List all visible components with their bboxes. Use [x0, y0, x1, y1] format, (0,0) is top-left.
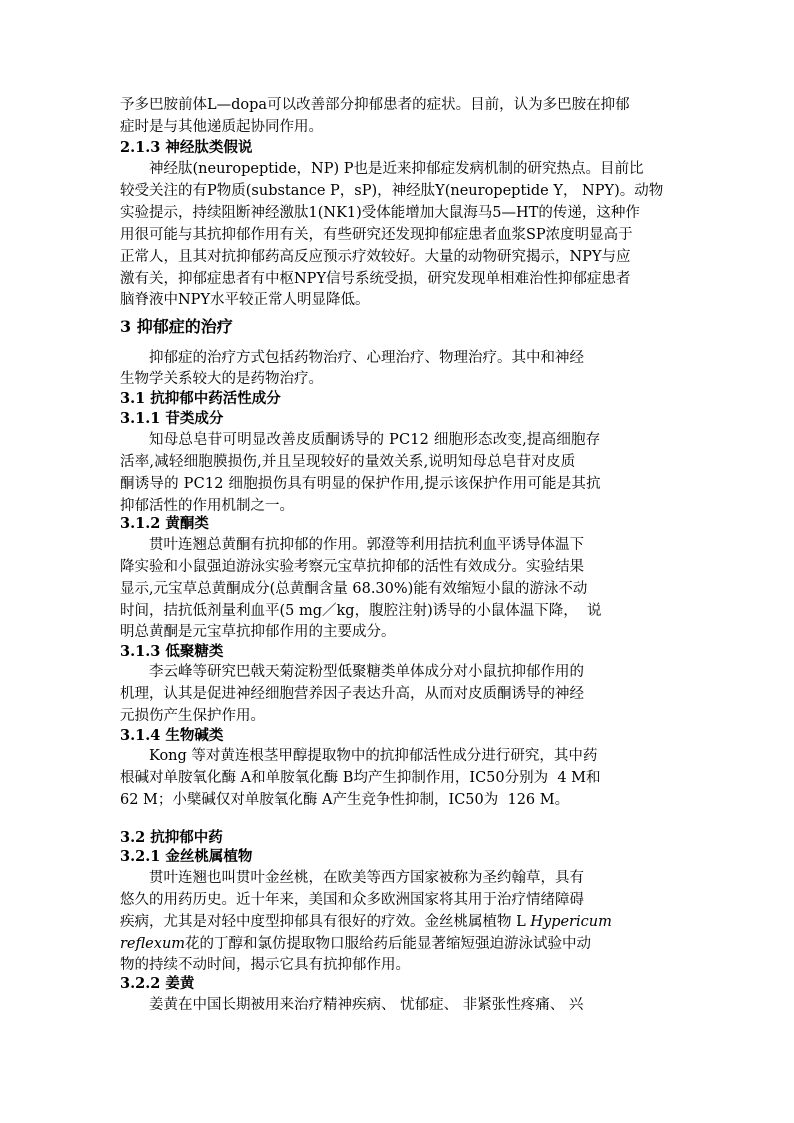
body-text-line: 姜黄在中国长期被用来治疗精神疾病、 忧郁症、 非紧张性疼痛、 兴: [149, 997, 584, 1013]
body-text-line: 降实验和小鼠强迫游泳实验考察元宝草抗抑郁的活性有效成分。实验结果: [120, 559, 584, 575]
body-text-line: 物的持续不动时间，揭示它具有抗抑郁作用。: [120, 957, 410, 973]
body-text-line: 明总黄酮是元宝草抗抑郁作用的主要成分。: [120, 624, 396, 640]
body-text-line: 抑郁活性的作用机制之一。: [120, 498, 294, 514]
subsection-heading: 3.2.1 金丝桃属植物: [120, 848, 253, 865]
subsection-heading: 3.1.3 低聚糖类: [120, 643, 224, 660]
body-text-line: 抑郁症的治疗方式包括药物治疗、心理治疗、物理治疗。其中和神经: [149, 350, 584, 366]
species-name: reflexum: [120, 936, 186, 952]
body-text-line: 神经肽(neuropeptide，NP) P也是近来抑郁症发病机制的研究热点。目前比: [149, 161, 644, 177]
body-text-line: 疾病，尤其是对轻中度型抑郁具有很好的疗效。金丝桃属植物 L Hypericum: [120, 914, 612, 930]
body-text-line: 症时是与其他递质起协同作用。: [120, 119, 323, 135]
body-text-line: 激有关，抑郁症患者有中枢NPY信号系统受损，研究发现单相难治性抑郁症患者: [120, 271, 631, 287]
body-text-line: Kong 等对黄连根茎甲醇提取物中的抗抑郁活性成分进行研究，其中药: [149, 748, 598, 764]
body-text-line: 脑脊液中NPY水平较正常人明显降低。: [120, 292, 370, 308]
species-name: Hypericum: [530, 914, 612, 930]
subsection-heading: 3.1.1 苷类成分: [120, 410, 224, 427]
body-text-line: 李云峰等研究巴戟天菊淀粉型低聚糖类单体成分对小鼠抗抑郁作用的: [149, 664, 584, 680]
body-text-line: 贯叶连翘也叫贯叶金丝桃，在欧美等西方国家被称为圣约翰草，具有: [149, 870, 584, 886]
body-text-line: 元损伤产生保护作用。: [120, 708, 265, 724]
section-heading: 3.2 抗抑郁中药: [120, 829, 223, 846]
body-text-line: 显示,元宝草总黄酮成分(总黄酮含量 68.30%)能有效缩短小鼠的游泳不动: [120, 581, 588, 597]
body-text-line: 生物学关系较大的是药物治疗。: [120, 371, 323, 387]
chapter-heading: 3 抑郁症的治疗: [120, 317, 233, 336]
body-text-line: 时间，拮抗低剂量利血平(5 mg／kg，腹腔注射)诱导的小鼠体温下降， 说: [120, 603, 602, 619]
body-text-line: 62 M；小檗碱仅对单胺氧化酶 A产生竞争性抑制，IC50为 126 M。: [120, 792, 570, 808]
body-text-line: 较受关注的有P物质(substance P，sP)，神经肽Y(neuropeptide Y， NPY)。动物: [120, 183, 664, 199]
body-text-line: 用很可能与其抗抑郁作用有关，有些研究还发现抑郁症患者血浆SP浓度明显高于: [120, 227, 633, 243]
body-text-line: 实验提示，持续阻断神经激肽1(NK1)受体能增加大鼠海马5—HT的传递，这种作: [120, 205, 640, 221]
subsection-heading: 3.1.4 生物碱类: [120, 727, 224, 744]
body-text-line: reflexum花的丁醇和氯仿提取物口服给药后能显著缩短强迫游泳试验中动: [120, 936, 592, 952]
subsection-heading: 3.1.2 黄酮类: [120, 515, 209, 532]
body-text-line: 贯叶连翘总黄酮有抗抑郁的作用。郭澄等利用拮抗利血平诱导体温下: [149, 537, 584, 553]
body-text-line: 机理，认其是促进神经细胞营养因子表达升高，从而对皮质酮诱导的神经: [120, 686, 584, 702]
section-heading: 3.1 抗抑郁中药活性成分: [120, 390, 281, 407]
section-heading: 2.1.3 神经肽类假说: [120, 139, 253, 156]
body-text-line: 悠久的用药历史。近十年来，美国和众多欧洲国家将其用于治疗情绪障碍: [120, 892, 584, 908]
body-text-line: 正常人，且其对抗抑郁药高反应预示疗效较好。大量的动物研究揭示，NPY与应: [120, 249, 631, 265]
subsection-heading: 3.2.2 姜黄: [120, 975, 195, 992]
body-text-line: 知母总皂苷可明显改善皮质酮诱导的 PC12 细胞形态改变,提高细胞存: [149, 432, 601, 448]
body-text-line: 酮诱导的 PC12 细胞损伤具有明显的保护作用,提示该保护作用可能是其抗: [120, 476, 601, 492]
body-text-line: 予多巴胺前体L—dopa可以改善部分抑郁患者的症状。目前，认为多巴胺在抑郁: [120, 97, 630, 113]
body-text-line: 根碱对单胺氧化酶 A和单胺氧化酶 B均产生抑制作用，IC50分别为 4 M和: [120, 770, 601, 786]
body-text-line: 活率,减轻细胞膜损伤,并且呈现较好的量效关系,说明知母总皂苷对皮质: [120, 454, 576, 470]
